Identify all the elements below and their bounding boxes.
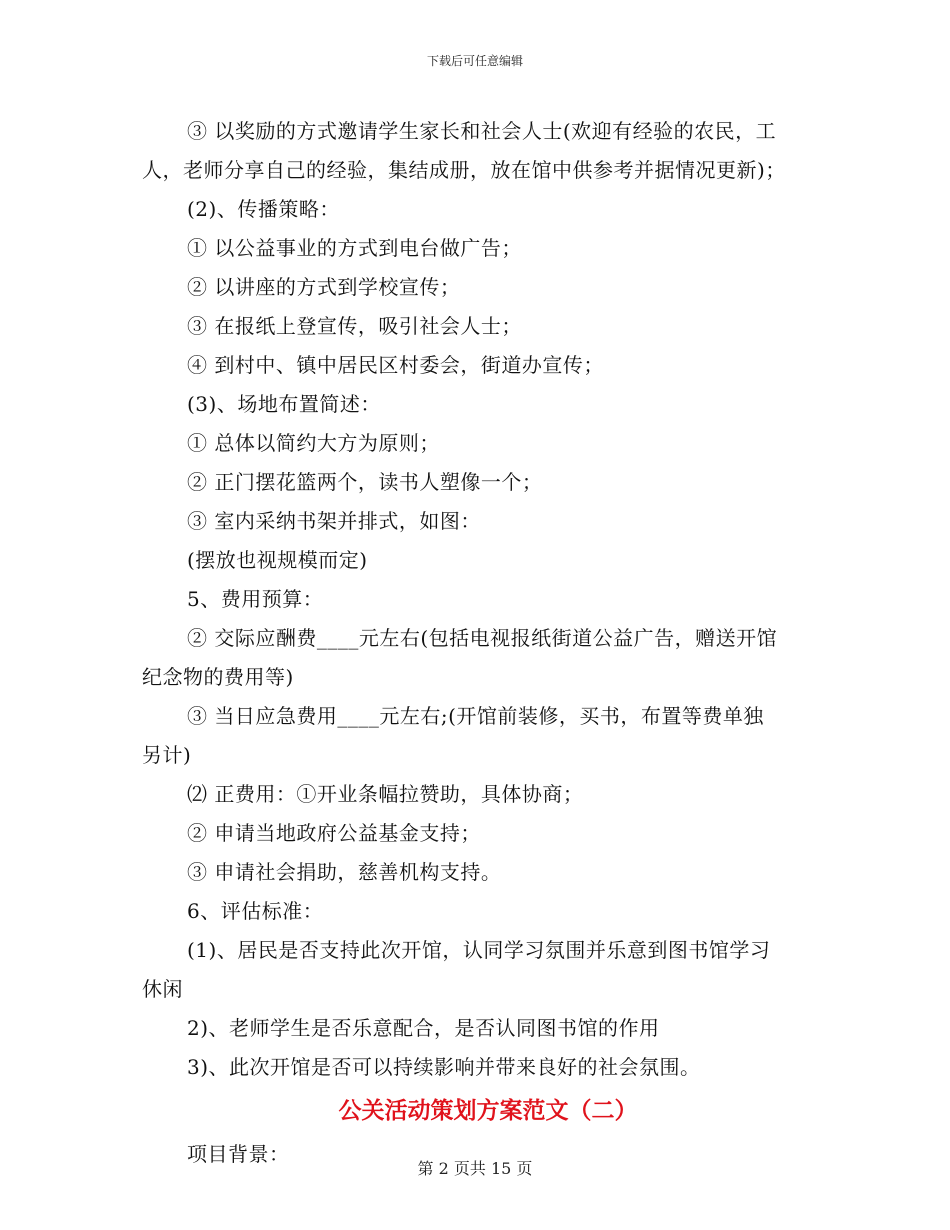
paragraph-line: 项目背景： xyxy=(187,1142,290,1166)
list-item: 3)、此次开馆是否可以持续影响并带来良好的社会氛围。 xyxy=(187,1055,701,1079)
list-item: ① 总体以简约大方为原则； xyxy=(187,431,440,455)
list-item: ① 以公益事业的方式到电台做广告； xyxy=(187,236,522,260)
list-item: ② 以讲座的方式到学校宣传； xyxy=(187,275,461,299)
list-item: ② 交际应酬费____元左右(包括电视报纸街道公益广告，赠送开馆 xyxy=(187,626,778,650)
list-item: ② 正门摆花篮两个，读书人塑像一个； xyxy=(187,470,543,494)
paragraph-line: ③ 以奖励的方式邀请学生家长和社会人士(欢迎有经验的农民，工 xyxy=(187,119,777,143)
document-body xyxy=(142,112,814,1174)
list-item: ③ 在报纸上登宣传，吸引社会人士； xyxy=(187,314,522,338)
paragraph-line: 人，老师分享自己的经验，集结成册，放在馆中供参考并据情况更新)； xyxy=(142,158,786,182)
section-subheading: 5、费用预算： xyxy=(187,587,324,611)
section-title: 公关活动策划方案范文（二） xyxy=(338,1098,638,1124)
section-subheading: 6、评估标准： xyxy=(187,899,324,923)
list-item: (1)、居民是否支持此次开馆，认同学习氛围并乐意到图书馆学习 xyxy=(187,938,771,962)
list-item: ② 申请当地政府公益基金支持； xyxy=(187,821,481,845)
list-item: ③ 室内采纳书架并排式，如图： xyxy=(187,509,481,533)
page-header: 下载后可任意编辑 xyxy=(426,54,523,68)
paragraph-line: 休闲 xyxy=(142,977,183,1001)
list-item: ⑵ 正费用：①开业条幅拉赞助，具体协商； xyxy=(187,782,584,806)
paragraph-line: 纪念物的费用等) xyxy=(142,665,294,689)
list-item: 2)、老师学生是否乐意配合，是否认同图书馆的作用 xyxy=(187,1016,660,1040)
page-footer: 第 2 页共 15 页 xyxy=(417,1159,533,1178)
list-item: ③ 当日应急费用____元左右;(开馆前装修，买书，布置等费单独 xyxy=(187,704,764,728)
list-item: ③ 申请社会捐助，慈善机构支持。 xyxy=(187,860,502,884)
list-item: ④ 到村中、镇中居民区村委会，街道办宣传； xyxy=(187,353,604,377)
paragraph-line: 另计) xyxy=(142,743,192,767)
section-subheading: (3)、场地布置简述： xyxy=(187,392,381,416)
section-subheading: (2)、传播策略： xyxy=(187,197,340,221)
paragraph-line: (摆放也视规模而定) xyxy=(187,548,368,572)
